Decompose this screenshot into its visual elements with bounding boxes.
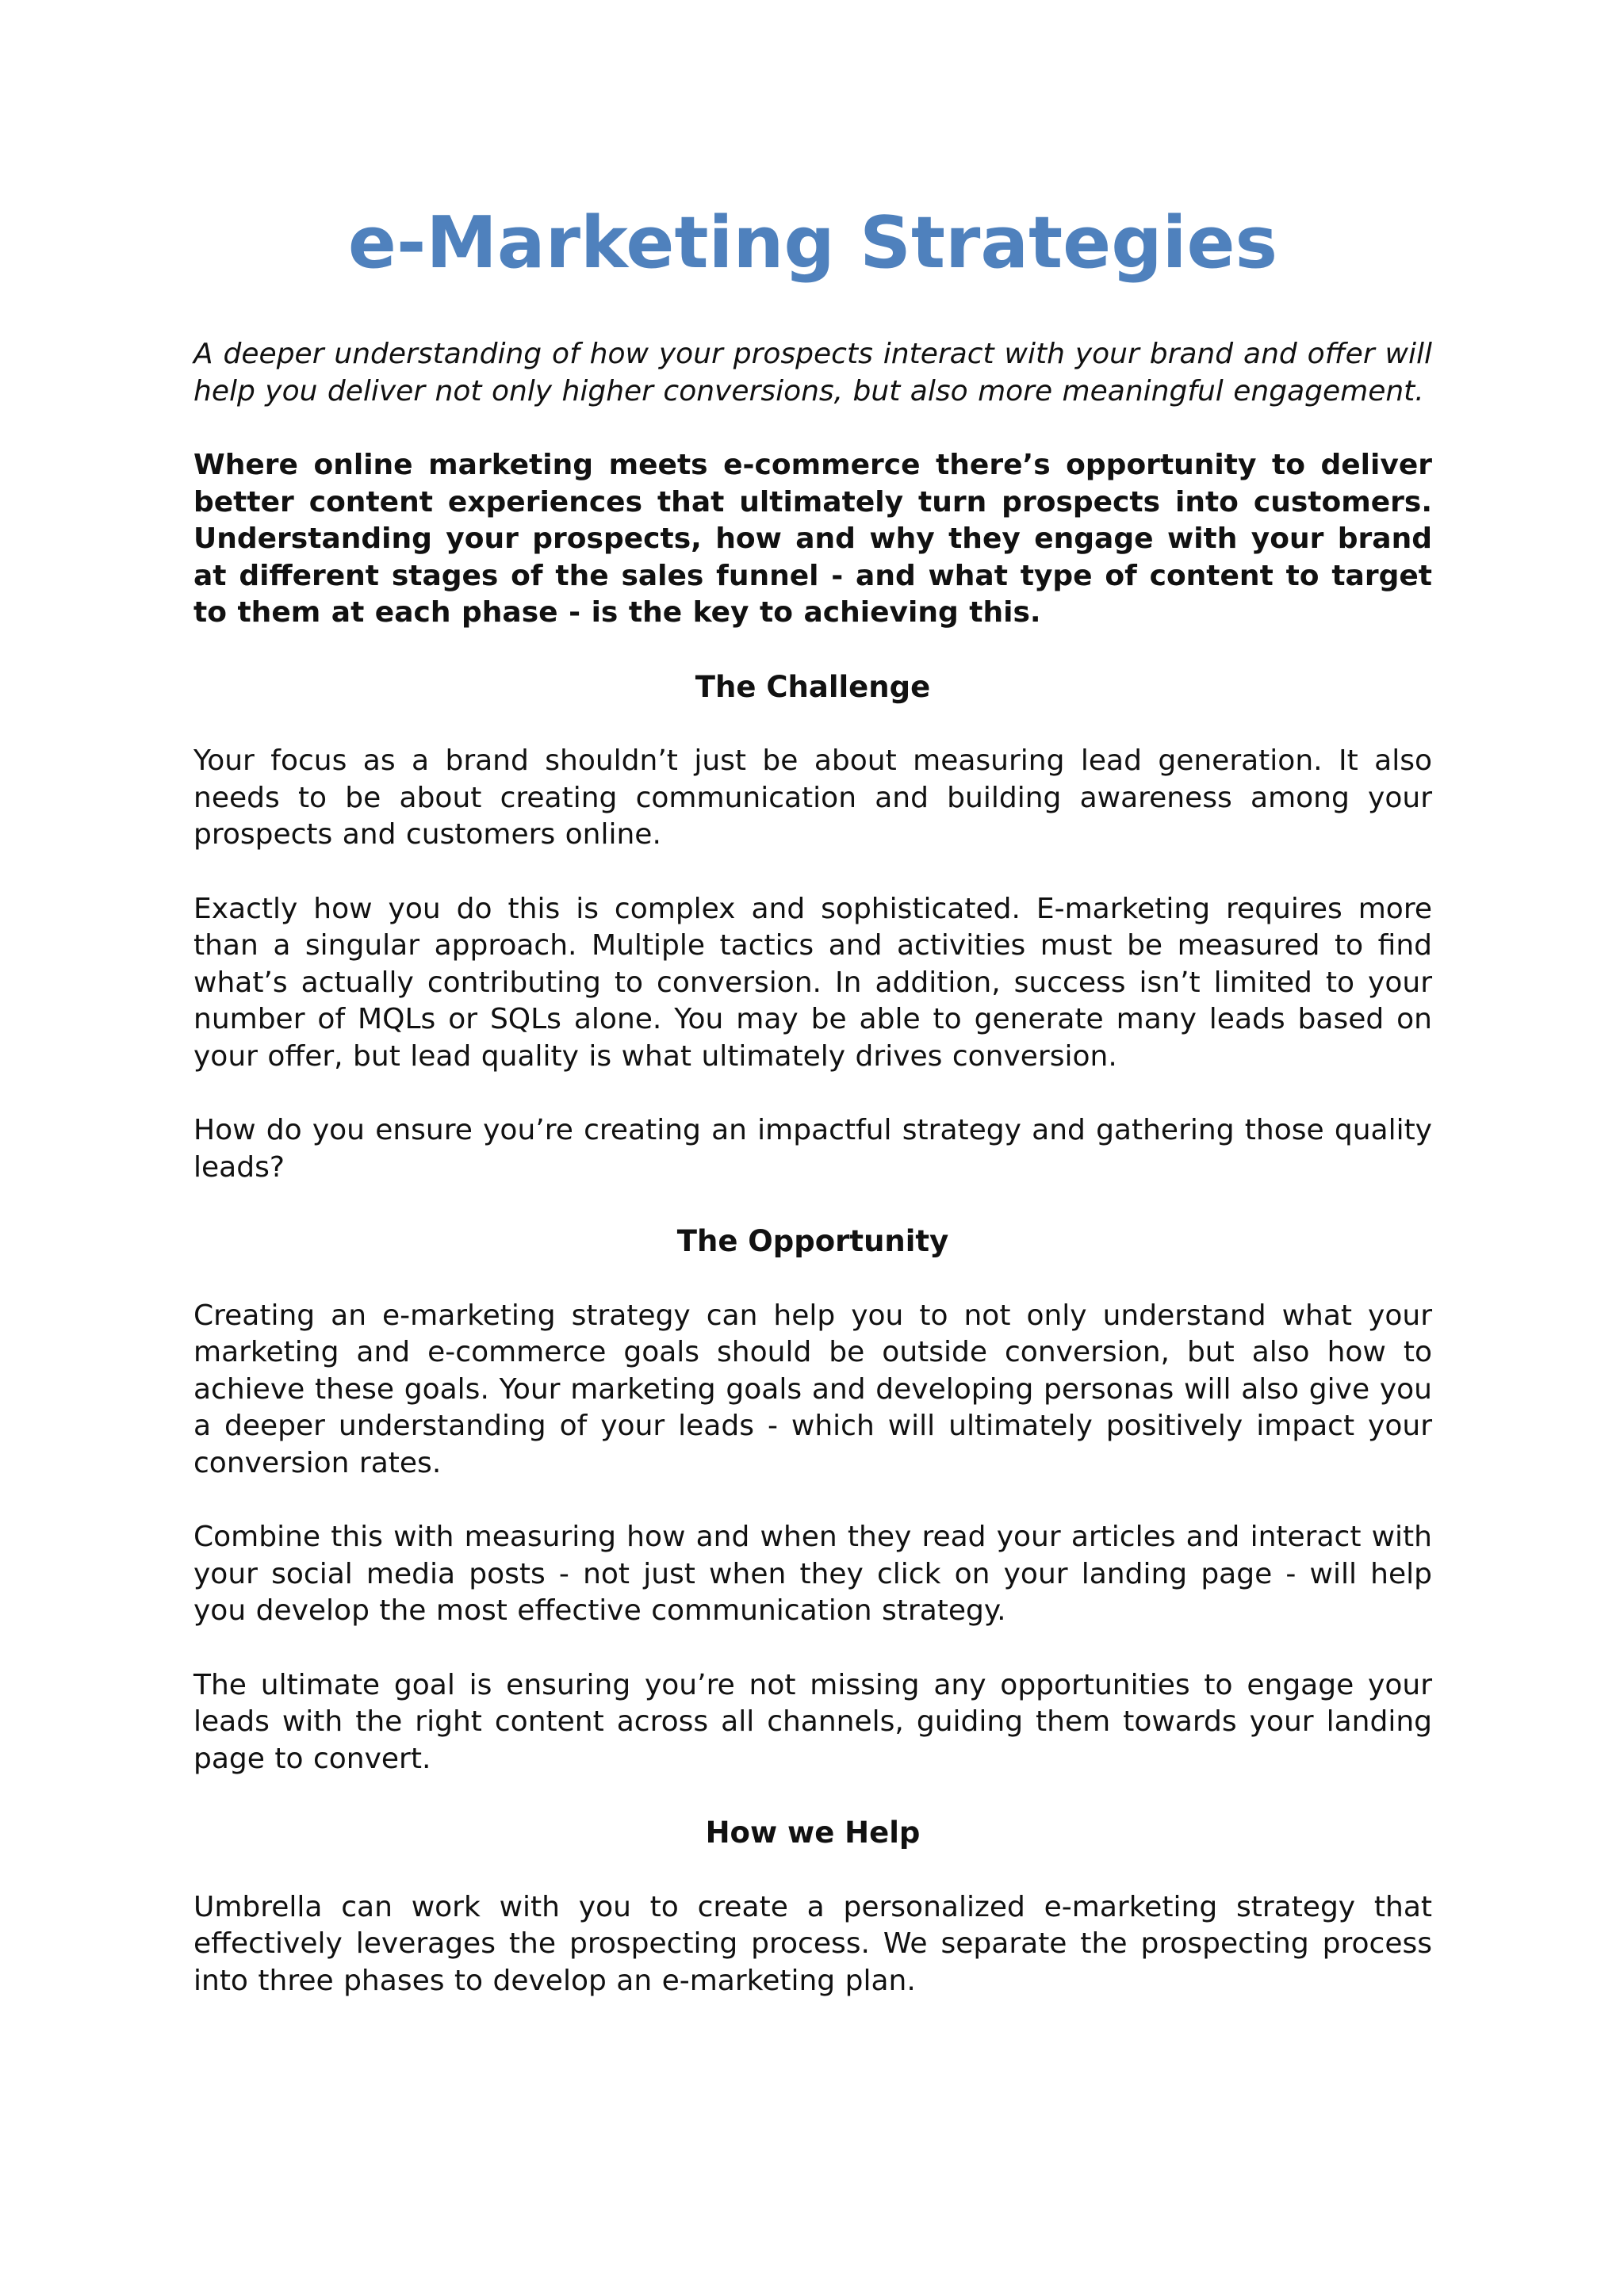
intro-paragraph: A deeper understanding of how your prospects interact with your brand and offer will help you deliver not only higher conversions, but also more meaningful engagement. [193, 338, 1432, 408]
challenge-paragraph-2: Exactly how you do this is complex and sophisticated. E-marketing requires more than a singular approach. Multiple tactics and activities must be measured to find what’s actually contributing to conversion. In addition, success isn’t limited to your number of MQLs or SQLs alone. You may be able to generate many leads based on your offer, but lead quality is what ultimately drives conversion. [193, 892, 1432, 1073]
help-paragraph-1: Umbrella can work with you to create a personalized e-marketing strategy that effectively leverages the prospecting process. We separate the prospecting process into three phases to develop an e-marketing plan. [193, 1890, 1432, 1997]
opportunity-paragraph-3: The ultimate goal is ensuring you’re not missing any opportunities to engage your leads with the right content across all channels, guiding them towards your landing page to convert. [193, 1668, 1432, 1775]
opportunity-paragraph-1: Creating an e-marketing strategy can help you to not only understand what your marketing and e-commerce goals should be outside conversion, but also how to achieve these goals. Your marketing goals and developing personas will also give you a deeper understanding of your leads - which will ultimately positively impact your conversion rates. [193, 1299, 1432, 1479]
document-body [193, 336, 1432, 2037]
section-heading-how-we-help: How we Help [705, 1816, 921, 1850]
lead-bold-text: Where online marketing meets e-commerce there’s opportunity to deliver better content experiences that ultimately turn prospects into customers. Understanding your prospects, how and why they engage with your brand at different stages of the sales funnel - and what type of content to target to them at each phase - is the key to achieving this [193, 449, 1432, 629]
challenge-paragraph-1: Your focus as a brand shouldn’t just be about measuring lead generation. It also needs to be about creating communication and building awareness among your prospects and customers online. [193, 744, 1432, 851]
section-heading-challenge: The Challenge [695, 669, 931, 704]
page-title: e-Marketing Strategies [347, 201, 1278, 285]
section-heading-opportunity: The Opportunity [676, 1224, 949, 1258]
lead-end-text: . [1029, 596, 1041, 629]
challenge-paragraph-3: How do you ensure you’re creating an impactful strategy and gathering those quality leads? [193, 1114, 1432, 1184]
document-page [193, 0, 1432, 2296]
opportunity-paragraph-2: Combine this with measuring how and when they read your articles and interact with your social media posts - not just when they click on your landing page - will help you develop the most effective communication strategy. [193, 1521, 1432, 1627]
lead-paragraph [193, 447, 1432, 632]
